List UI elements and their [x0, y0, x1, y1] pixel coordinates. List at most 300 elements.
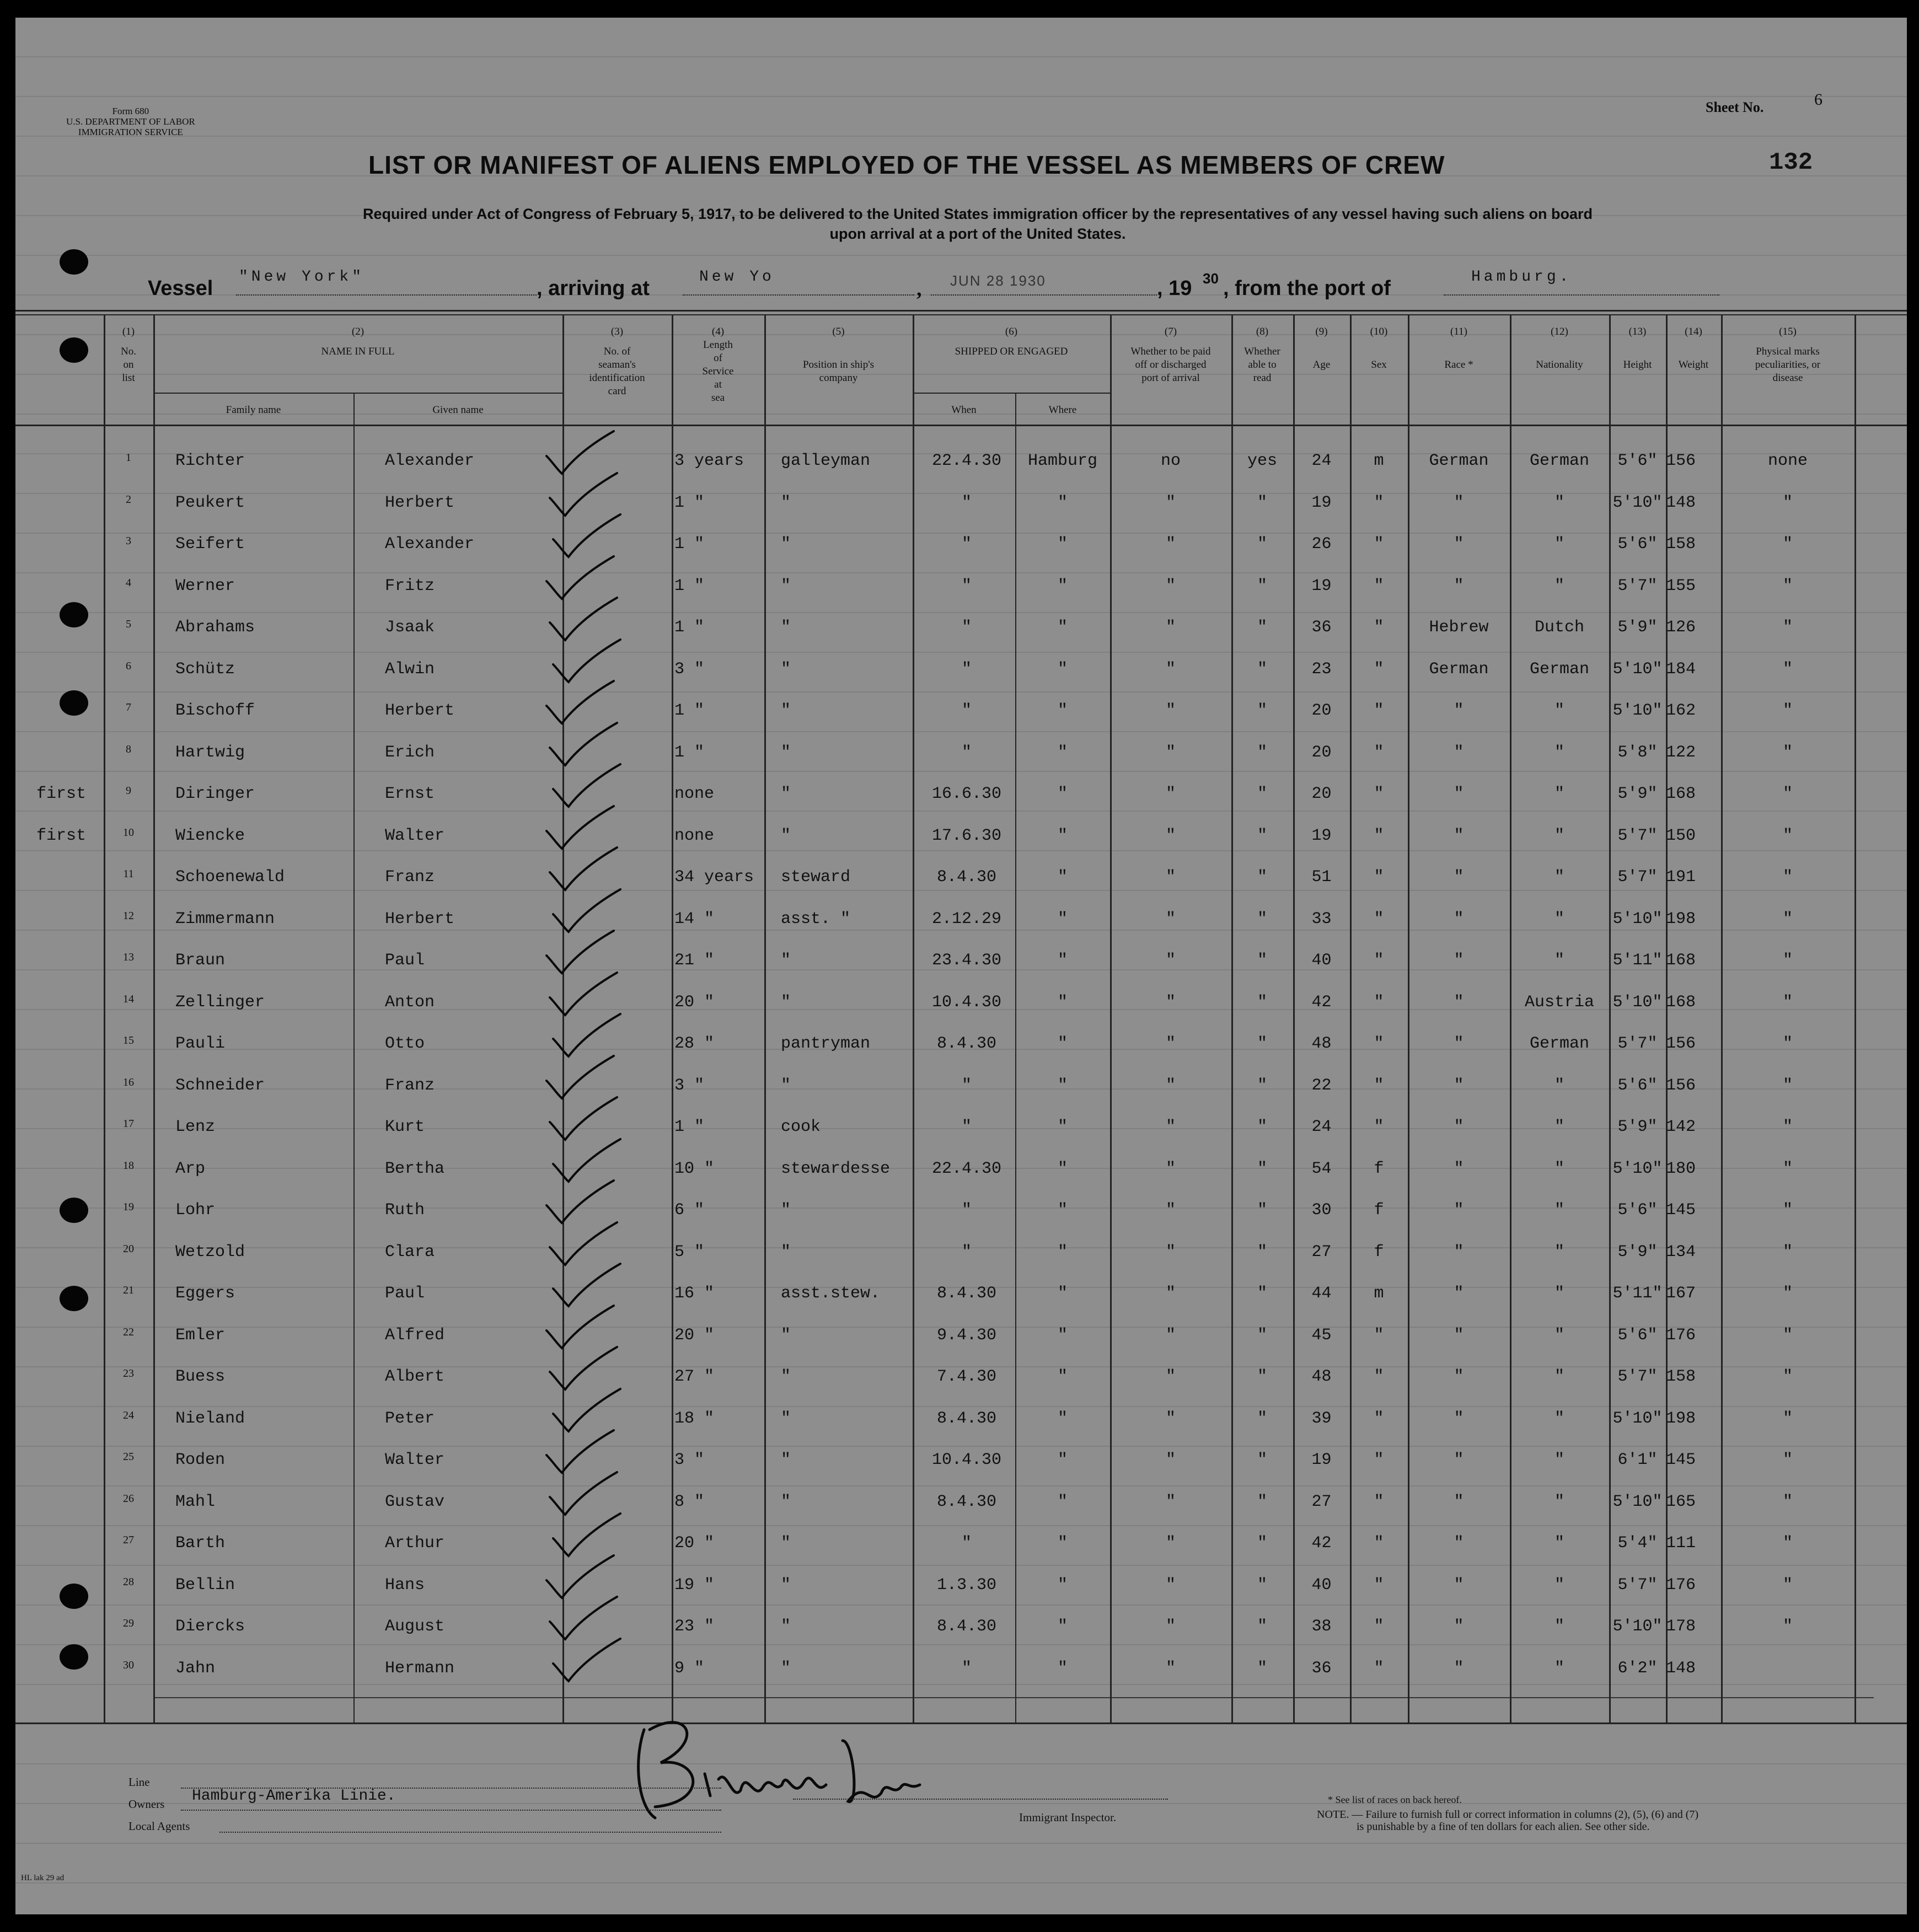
cell-age: 38 [1311, 1617, 1332, 1636]
cell-where: " [1057, 951, 1068, 970]
cell-read: " [1257, 1575, 1267, 1595]
cell-height: 5'10" [1612, 909, 1663, 929]
cell-sex: " [1374, 535, 1384, 554]
cell-weight: 134 [1666, 1242, 1696, 1262]
cell-when: 8.4.30 [936, 1284, 997, 1303]
col-label: Sex [1371, 359, 1387, 371]
cell-nationality: " [1554, 1201, 1564, 1220]
cell-sex: f [1374, 1242, 1384, 1262]
table-row [15, 570, 1907, 603]
cell-nationality: " [1554, 535, 1564, 554]
date-stamp: JUN 28 1930 [950, 272, 1046, 289]
col-label: Age [1312, 359, 1331, 371]
cell-read: yes [1247, 452, 1277, 470]
cell-given: Walter [385, 826, 445, 845]
table-row [15, 695, 1907, 728]
cell-read: " [1257, 1534, 1267, 1553]
cell-where: " [1057, 1492, 1068, 1511]
col-1-header [104, 325, 153, 385]
cell-service: 16 " [674, 1284, 715, 1303]
cell-height: 5'6" [1617, 1325, 1658, 1345]
col-label: Weight [1678, 359, 1709, 371]
cell-where: " [1057, 826, 1068, 845]
cell-when: 8.4.30 [936, 1409, 997, 1428]
cell-nationality: Austria [1524, 992, 1595, 1012]
cell-race: " [1454, 1659, 1464, 1678]
col-label: read [1253, 372, 1272, 384]
subtitle-line-2: upon arrival at a port of the United States. [829, 226, 1126, 242]
cell-marks: " [1782, 1617, 1793, 1636]
cell-given: Kurt [385, 1118, 425, 1136]
cell-height: 5'10" [1612, 1159, 1663, 1178]
sheet-no-label: Sheet No. [1706, 99, 1764, 115]
cell-paid: " [1165, 618, 1176, 637]
vessel-underline [236, 294, 537, 296]
table-row [15, 778, 1907, 811]
cell-service: 9 " [674, 1659, 705, 1678]
departure-port: Hamburg. [1471, 269, 1572, 286]
cell-sex: " [1374, 701, 1384, 720]
cell-sex: " [1374, 1617, 1384, 1636]
col-label: Race * [1444, 359, 1473, 371]
cell-when: 22.4.30 [931, 452, 1002, 470]
cell-race: " [1454, 1367, 1464, 1386]
cell-race: " [1454, 1284, 1464, 1303]
owners-label: Owners [128, 1797, 165, 1811]
header-bottom-line [15, 425, 1907, 426]
col-label: peculiarities, or [1755, 359, 1821, 371]
table-row [15, 1444, 1907, 1477]
cell-age: 54 [1311, 1159, 1332, 1178]
print-code: HL lak 29 ad [21, 1874, 65, 1882]
cell-when: 17.6.30 [931, 826, 1002, 845]
cell-given: Herbert [385, 701, 455, 720]
cell-when: 10.4.30 [931, 992, 1002, 1012]
cell-marks: " [1782, 1534, 1793, 1553]
cell-weight: 122 [1666, 743, 1696, 762]
cell-paid: " [1165, 1159, 1176, 1178]
table-row [15, 1028, 1907, 1061]
cell-where: " [1057, 618, 1068, 637]
cell-height: 6'1" [1617, 1451, 1658, 1469]
cell-weight: 180 [1666, 1159, 1696, 1178]
cell-weight: 145 [1666, 1201, 1696, 1220]
cell-no: 9 [126, 785, 131, 797]
cell-position: asst.stew. [781, 1284, 881, 1303]
cell-family: Wetzold [175, 1242, 245, 1262]
cell-family: Jahn [175, 1659, 216, 1678]
cell-weight: 162 [1666, 701, 1696, 720]
cell-given: Albert [385, 1367, 445, 1386]
cell-height: 6'2" [1617, 1659, 1658, 1678]
cell-age: 51 [1311, 868, 1332, 887]
col-num: (6) [1005, 326, 1018, 337]
col-label: Height [1623, 359, 1652, 371]
col-10-header [1350, 325, 1408, 372]
cell-when: 10.4.30 [931, 1451, 1002, 1469]
cell-paid: " [1165, 1242, 1176, 1262]
cell-when: 16.6.30 [931, 785, 1002, 803]
cell-read: " [1257, 1284, 1267, 1303]
cell-read: " [1257, 1492, 1267, 1511]
table-row [15, 820, 1907, 853]
cell-no: 6 [126, 659, 131, 672]
check-mark-icon [549, 1636, 626, 1686]
cell-read: " [1257, 1325, 1267, 1345]
table-bottom-line [15, 1722, 1907, 1724]
col-num: (8) [1256, 326, 1269, 337]
cell-given: Erich [385, 743, 435, 762]
cell-where: " [1057, 1076, 1068, 1095]
cell-marks: " [1782, 1575, 1793, 1595]
table-row [15, 737, 1907, 770]
cell-read: " [1257, 1617, 1267, 1636]
cell-read: " [1257, 576, 1267, 595]
cell-when: 2.12.29 [931, 909, 1002, 929]
cell-paid: " [1165, 1575, 1176, 1595]
cell-weight: 156 [1666, 1034, 1696, 1053]
col-label: at [714, 379, 722, 390]
cell-position: " [781, 1534, 791, 1553]
cell-position: " [781, 1242, 791, 1262]
cell-position: " [781, 659, 791, 679]
cell-family: Werner [175, 576, 235, 595]
cell-no: 1 [126, 452, 131, 464]
cell-given: Alwin [385, 659, 435, 679]
owners-underline [181, 1810, 721, 1811]
comma: , [916, 277, 922, 300]
cell-age: 19 [1311, 1451, 1332, 1469]
cell-when: 9.4.30 [936, 1325, 997, 1345]
cell-height: 5'6" [1617, 1076, 1658, 1095]
cell-position: " [781, 1451, 791, 1469]
cell-service: 10 " [674, 1159, 715, 1178]
cell-sex: " [1374, 826, 1384, 845]
cell-marks: " [1782, 1076, 1793, 1095]
cell-no: 12 [123, 909, 134, 922]
cell-marks: " [1782, 743, 1793, 762]
cell-weight: 148 [1666, 493, 1696, 512]
cell-paid: " [1165, 701, 1176, 720]
cell-family: Buess [175, 1367, 226, 1386]
cell-paid: " [1165, 1284, 1176, 1303]
fine-note-line: NOTE. — Failure to furnish full or correct information in columns (2), (5), (6) and (7) [1317, 1808, 1699, 1821]
cell-given: Franz [385, 868, 435, 887]
cell-age: 27 [1311, 1492, 1332, 1511]
table-row [15, 1569, 1907, 1602]
cell-height: 5'4" [1617, 1534, 1658, 1553]
cell-read: " [1257, 1409, 1267, 1428]
cell-family: Eggers [175, 1284, 235, 1303]
col-14-header [1666, 325, 1721, 372]
table-row [15, 653, 1907, 686]
owners-value: Hamburg-Amerika Linie. [192, 1788, 396, 1805]
cell-race: " [1454, 868, 1464, 887]
cell-read: " [1257, 1451, 1267, 1469]
col-2-header [153, 325, 562, 358]
cell-family: Braun [175, 951, 226, 970]
table-row [15, 944, 1907, 978]
cell-marks: none [1767, 452, 1808, 470]
cell-sex: " [1374, 493, 1384, 512]
cell-marks: " [1782, 785, 1793, 803]
cell-nationality: " [1554, 1076, 1564, 1095]
cell-no: 30 [123, 1659, 134, 1671]
cell-read: " [1257, 951, 1267, 970]
cell-read: " [1257, 1118, 1267, 1136]
cell-race: " [1454, 1118, 1464, 1136]
cell-position: " [781, 1492, 791, 1511]
col-label: Whether [1244, 346, 1280, 357]
fine-note-line: is punishable by a fine of ten dollars for each alien. See other side. [1357, 1821, 1650, 1833]
cell-marks: " [1782, 1492, 1793, 1511]
col-label: Physical marks [1756, 346, 1820, 357]
cell-paid: " [1165, 1201, 1176, 1220]
cell-height: 5'10" [1612, 1492, 1663, 1511]
cell-family: Hartwig [175, 743, 245, 762]
cell-nationality: German [1529, 659, 1590, 679]
cell-age: 40 [1311, 951, 1332, 970]
cell-where: " [1057, 1284, 1068, 1303]
cell-position: " [781, 618, 791, 637]
cell-nationality: " [1554, 1575, 1564, 1595]
cell-weight: 142 [1666, 1118, 1696, 1136]
col-label: off or discharged [1135, 359, 1207, 371]
cell-age: 27 [1311, 1242, 1332, 1262]
cell-family: Pauli [175, 1034, 226, 1053]
cell-paid: " [1165, 1076, 1176, 1095]
cell-weight: 176 [1666, 1325, 1696, 1345]
cell-given: Alfred [385, 1325, 445, 1345]
vessel-label: Vessel [148, 277, 213, 300]
table-row [15, 1278, 1907, 1311]
cell-weight: 168 [1666, 785, 1696, 803]
cell-sex: " [1374, 1034, 1384, 1053]
col-label: seaman's [598, 359, 636, 371]
cell-where: " [1057, 1575, 1068, 1595]
agents-underline [219, 1832, 721, 1833]
cell-read: " [1257, 1659, 1267, 1678]
manifest-sheet [15, 18, 1907, 1914]
col-label: Length [703, 339, 733, 351]
cell-where: Hamburg [1027, 452, 1098, 470]
page-number: 132 [1769, 149, 1813, 176]
cell-position: " [781, 826, 791, 845]
cell-no: 24 [123, 1409, 134, 1421]
table-row [15, 861, 1907, 894]
cell-family: Lohr [175, 1201, 216, 1220]
cell-given: Walter [385, 1451, 445, 1469]
cell-height: 5'11" [1612, 951, 1663, 970]
punch-hole [60, 337, 88, 363]
cell-family: Diercks [175, 1617, 245, 1636]
cell-where: " [1057, 785, 1068, 803]
cell-height: 5'9" [1617, 785, 1658, 803]
cell-position: " [781, 951, 791, 970]
table-row [15, 1361, 1907, 1394]
cell-read: " [1257, 659, 1267, 679]
cell-position: " [781, 1367, 791, 1386]
cell-family: Roden [175, 1451, 226, 1469]
col-label: Nationality [1536, 359, 1583, 371]
table-row [15, 1070, 1907, 1103]
col-label: port of arrival [1141, 372, 1200, 384]
cell-service: 20 " [674, 1325, 715, 1345]
cell-read: " [1257, 535, 1267, 554]
cell-weight: 158 [1666, 1367, 1696, 1386]
cell-paid: no [1160, 452, 1181, 470]
cell-family: Schneider [175, 1076, 265, 1095]
cell-nationality: German [1529, 1034, 1590, 1053]
cell-where: " [1057, 1034, 1068, 1053]
col-num: (10) [1370, 326, 1388, 337]
col-label: list [122, 372, 135, 384]
cell-marks: " [1782, 576, 1793, 595]
cell-given: August [385, 1617, 445, 1636]
subtitle-line-1: Required under Act of Congress of February 5, 1917, to be delivered to the United States immigration officer by the representatives of any vessel having such aliens on board [362, 206, 1593, 222]
table-top-line-2 [15, 314, 1907, 315]
cell-read: " [1257, 868, 1267, 887]
cell-paid: " [1165, 909, 1176, 929]
cell-sex: " [1374, 1076, 1384, 1095]
table-row [15, 986, 1907, 1019]
cell-nationality: " [1554, 785, 1564, 803]
cell-age: 19 [1311, 826, 1332, 845]
from-port-label: , from the port of [1223, 277, 1391, 300]
cell-sex: " [1374, 743, 1384, 762]
cell-age: 36 [1311, 618, 1332, 637]
cell-race: " [1454, 1325, 1464, 1345]
cell-weight: 198 [1666, 909, 1696, 929]
cell-marks: " [1782, 1159, 1793, 1178]
cell-when: 1.3.30 [936, 1575, 997, 1595]
cell-position: " [781, 1076, 791, 1095]
cell-no: 4 [126, 576, 131, 589]
cell-age: 19 [1311, 576, 1332, 595]
cell-service: 1 " [674, 535, 705, 554]
cell-where: " [1057, 1659, 1068, 1678]
cell-no: 27 [123, 1534, 134, 1546]
cell-read: " [1257, 785, 1267, 803]
table-row [15, 1319, 1907, 1353]
cell-given: Hans [385, 1575, 425, 1595]
cell-race: " [1454, 1617, 1464, 1636]
cell-where: " [1057, 909, 1068, 929]
cell-nationality: " [1554, 743, 1564, 762]
cell-nationality: " [1554, 826, 1564, 845]
cell-service: 5 " [674, 1242, 705, 1262]
cell-when: " [961, 493, 972, 512]
cell-race: " [1454, 1076, 1464, 1095]
cell-weight: 126 [1666, 618, 1696, 637]
cell-given: Ernst [385, 785, 435, 803]
cell-family: Arp [175, 1159, 206, 1178]
cell-where: " [1057, 1409, 1068, 1428]
cell-no: 10 [123, 826, 134, 839]
cell-given: Paul [385, 1284, 425, 1303]
cell-height: 5'7" [1617, 868, 1658, 887]
cell-family: Zellinger [175, 992, 265, 1012]
cell-race: " [1454, 1492, 1464, 1511]
cell-age: 20 [1311, 785, 1332, 803]
cell-sex: " [1374, 992, 1384, 1012]
cell-race: " [1454, 1242, 1464, 1262]
cell-race: German [1429, 452, 1489, 470]
cell-marks: " [1782, 1242, 1793, 1262]
vessel-name: "New York" [239, 269, 365, 286]
cell-height: 5'9" [1617, 1118, 1658, 1136]
cell-paid: " [1165, 659, 1176, 679]
subhdr-line [913, 393, 1110, 394]
cell-read: " [1257, 1201, 1267, 1220]
subhdr-line [153, 393, 562, 394]
cell-marks: " [1782, 1409, 1793, 1428]
col-num: (9) [1315, 326, 1328, 337]
cell-position: " [781, 743, 791, 762]
cell-age: 24 [1311, 1118, 1332, 1136]
cell-height: 5'9" [1617, 618, 1658, 637]
cell-sex: " [1374, 618, 1384, 637]
table-row [15, 611, 1907, 645]
cell-weight: 156 [1666, 452, 1696, 470]
port-underline [1444, 294, 1719, 296]
form-number [66, 106, 195, 137]
cell-given: Anton [385, 992, 435, 1012]
cell-when: " [961, 576, 972, 595]
cell-paid: " [1165, 1325, 1176, 1345]
cell-where: " [1057, 1242, 1068, 1262]
cell-position: asst. " [781, 909, 851, 929]
col-12-header [1510, 325, 1609, 372]
cell-marks: " [1782, 618, 1793, 637]
cell-weight: 145 [1666, 1451, 1696, 1469]
col-label: SHIPPED OR ENGAGED [955, 346, 1068, 357]
cell-height: 5'10" [1612, 493, 1663, 512]
cell-age: 42 [1311, 992, 1332, 1012]
cell-age: 30 [1311, 1201, 1332, 1220]
department-text: U.S. DEPARTMENT OF LABOR [66, 116, 195, 127]
cell-marks: " [1782, 951, 1793, 970]
cell-age: 48 [1311, 1367, 1332, 1386]
cell-when: 23.4.30 [931, 951, 1002, 970]
cell-where: " [1057, 1534, 1068, 1553]
cell-no: 3 [126, 535, 131, 547]
cell-paid: " [1165, 1492, 1176, 1511]
cell-age: 36 [1311, 1659, 1332, 1678]
cell-paid: " [1165, 576, 1176, 595]
cell-sex: " [1374, 659, 1384, 679]
col-9-header [1293, 325, 1350, 372]
col-num: (1) [122, 326, 135, 337]
cell-marks: " [1782, 1325, 1793, 1345]
cell-nationality: " [1554, 701, 1564, 720]
cell-nationality: German [1529, 452, 1590, 470]
cell-position: " [781, 1325, 791, 1345]
year-prefix: , 19 [1157, 277, 1192, 300]
cell-when: " [961, 701, 972, 720]
cell-read: " [1257, 743, 1267, 762]
cell-nationality: " [1554, 493, 1564, 512]
cell-service: 3 " [674, 659, 705, 679]
cell-margin: first [36, 785, 87, 803]
cell-age: 20 [1311, 743, 1332, 762]
service-text: IMMIGRATION SERVICE [78, 127, 183, 137]
cell-nationality: " [1554, 951, 1564, 970]
cell-service: 8 " [674, 1492, 705, 1511]
cell-position: " [781, 535, 791, 554]
when-header: When [951, 404, 977, 416]
cell-given: Gustav [385, 1492, 445, 1511]
